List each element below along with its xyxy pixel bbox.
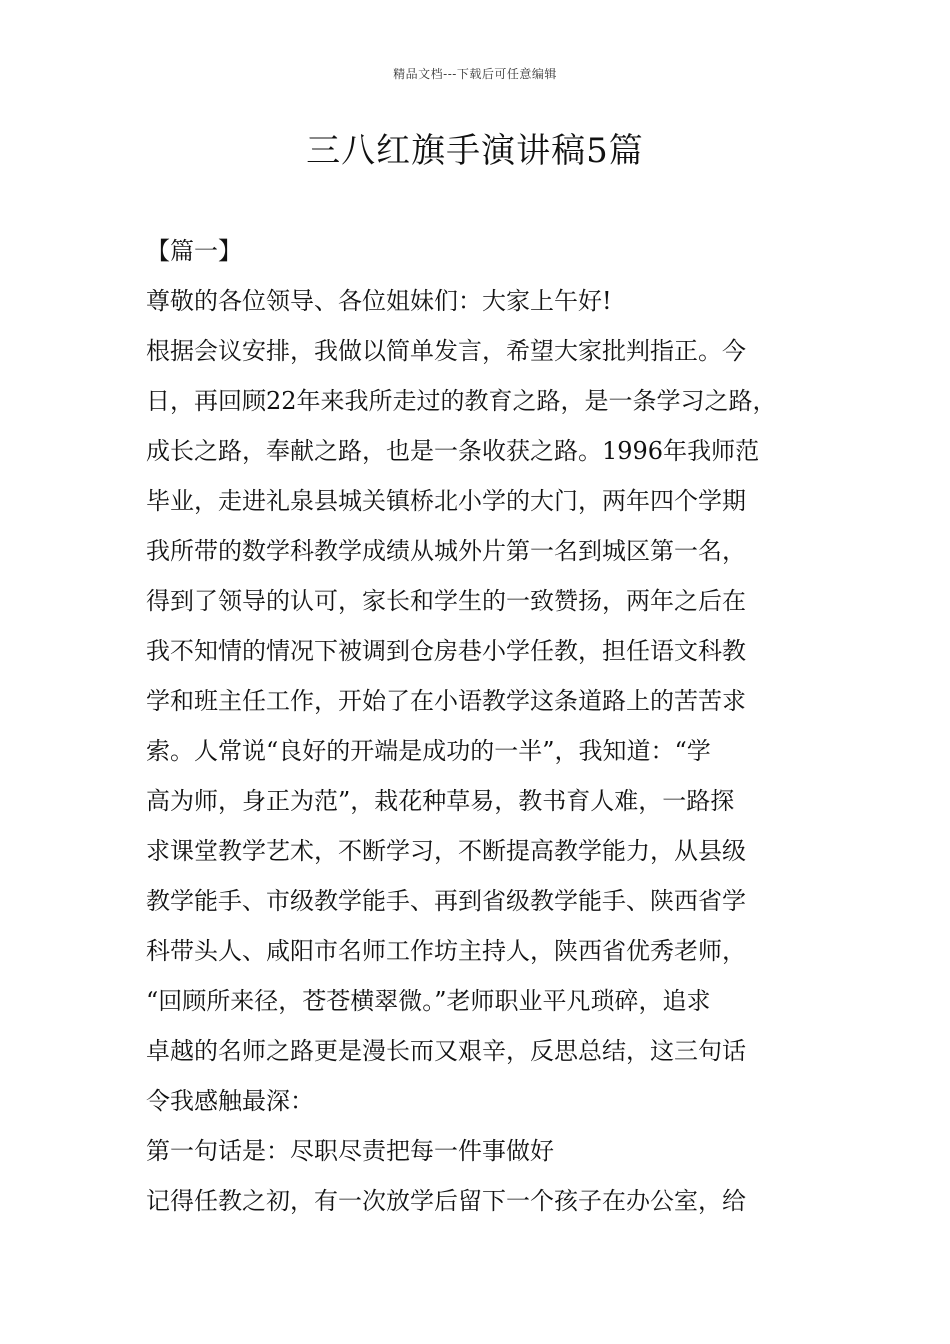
paragraph-line: 我所带的数学科教学成绩从城外片第一名到城区第一名， (146, 537, 746, 565)
paragraph-line: 毕业，走进礼泉县城关镇桥北小学的大门，两年四个学期 (146, 487, 746, 515)
paragraph-line: 高为师，身正为范”，栽花种草易，教书育人难，一路探 (146, 787, 735, 815)
paragraph-line: 教学能手、市级教学能手、再到省级教学能手、陕西省学 (146, 887, 746, 915)
paragraph-line: 令我感触最深： (146, 1087, 314, 1115)
page-header-caption: 精品文档---下载后可任意编辑 (393, 67, 557, 81)
subheading-line: 第一句话是：尽职尽责把每一件事做好 (146, 1137, 554, 1165)
salutation-line: 尊敬的各位领导、各位姐妹们：大家上午好! (146, 287, 612, 315)
paragraph-line: 我不知情的情况下被调到仓房巷小学任教，担任语文科教 (146, 637, 746, 665)
paragraph-line: 日，再回顾22年来我所走过的教育之路，是一条学习之路， (146, 387, 777, 415)
paragraph-line: 得到了领导的认可，家长和学生的一致赞扬，两年之后在 (146, 587, 746, 615)
section-heading: 【篇一】 (146, 237, 242, 265)
paragraph-line: 求课堂教学艺术，不断学习，不断提高教学能力，从县级 (146, 837, 746, 865)
paragraph-line: 学和班主任工作，开始了在小语教学这条道路上的苦苦求 (146, 687, 746, 715)
paragraph-line: “回顾所来径，苍苍横翠微。”老师职业平凡琐碎，追求 (146, 987, 711, 1015)
document-body (146, 226, 836, 1226)
paragraph-line: 根据会议安排，我做以简单发言，希望大家批判指正。今 (146, 337, 746, 365)
document-title: 三八红旗手演讲稿5篇 (306, 131, 644, 171)
paragraph-line: 卓越的名师之路更是漫长而又艰辛，反思总结，这三句话 (146, 1037, 746, 1065)
paragraph-line: 成长之路，奉献之路，也是一条收获之路。1996年我师范 (146, 437, 760, 465)
paragraph-line: 科带头人、咸阳市名师工作坊主持人，陕西省优秀老师， (146, 937, 746, 965)
paragraph-line: 记得任教之初，有一次放学后留下一个孩子在办公室，给 (146, 1187, 746, 1215)
paragraph-line: 索。人常说“良好的开端是成功的一半”，我知道：“学 (146, 737, 711, 765)
